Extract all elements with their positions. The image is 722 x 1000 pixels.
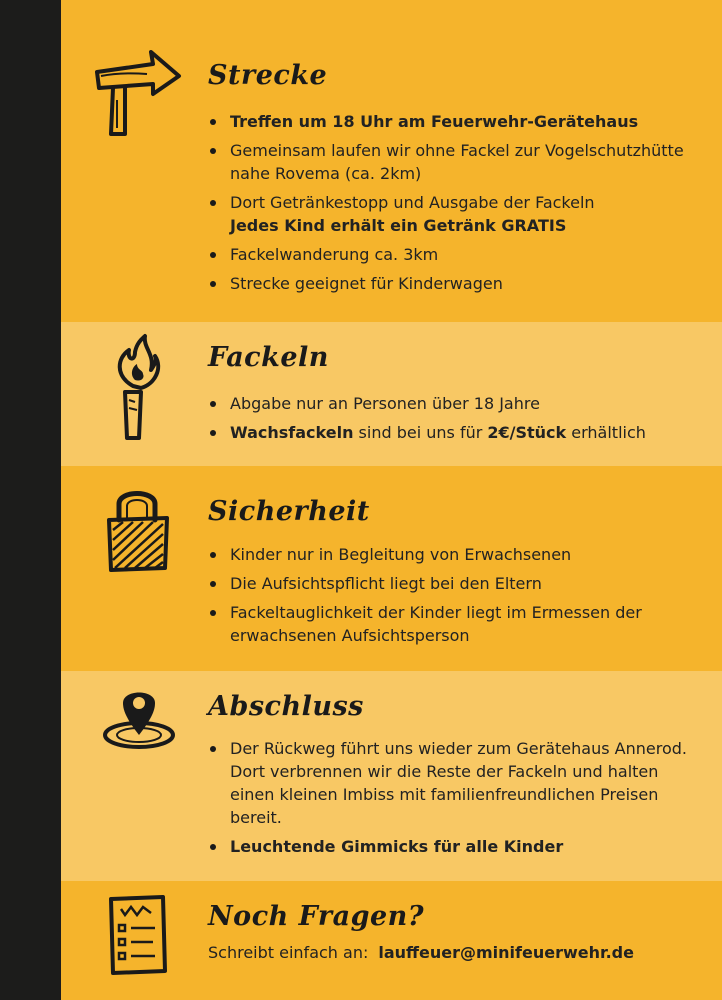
section-abschluss [61, 671, 722, 881]
checklist-icon [107, 895, 169, 975]
abschluss-list [208, 737, 698, 864]
heading-strecke: Strecke [208, 60, 328, 91]
heading-noch-fragen: Noch Fragen? [208, 901, 425, 932]
list-item: Treffen um 18 Uhr am Feuerwehr-Gerätehaus [208, 110, 698, 133]
signpost-icon [91, 50, 181, 138]
torch-icon [105, 336, 165, 444]
list-item: Der Rückweg führt uns wieder zum Gerätehaus Annerod. Dort verbrennen wir die Reste der Fackeln und halten einen kleinen Imbiss mit familienfreundlichen Preisen bereit. [208, 737, 698, 829]
list-item: Gemeinsam laufen wir ohne Fackel zur Vogelschutzhütte nahe Rovema (ca. 2km) [208, 139, 698, 185]
fackeln-list [208, 392, 698, 450]
section-fackeln [61, 322, 722, 466]
contact-line [208, 943, 634, 962]
list-item: Strecke geeignet für Kinderwagen [208, 272, 698, 295]
list-item: Dort Getränkestopp und Ausgabe der Fackeln Jedes Kind erhält ein Getränk GRATIS [208, 191, 698, 237]
list-item: Abgabe nur an Personen über 18 Jahre [208, 392, 698, 415]
list-item: Leuchtende Gimmicks für alle Kinder [208, 835, 698, 858]
padlock-icon [103, 484, 173, 574]
map-pin-icon [99, 685, 179, 751]
list-item: Wachsfackeln sind bei uns für 2€/Stück erhältlich [208, 421, 698, 444]
heading-fackeln: Fackeln [208, 342, 329, 373]
heading-abschluss: Abschluss [208, 691, 364, 722]
left-dark-stripe [0, 0, 61, 1000]
strecke-list [208, 110, 698, 301]
list-item: Die Aufsichtspflicht liegt bei den Eltern [208, 572, 698, 595]
section-strecke [61, 0, 722, 322]
list-item: Fackeltauglichkeit der Kinder liegt im Ermessen der erwachsenen Aufsichtsperson [208, 601, 698, 647]
list-item: Kinder nur in Begleitung von Erwachsenen [208, 543, 698, 566]
heading-sicherheit: Sicherheit [208, 496, 370, 527]
section-sicherheit [61, 466, 722, 671]
list-item: Fackelwanderung ca. 3km [208, 243, 698, 266]
sicherheit-list [208, 543, 698, 653]
section-noch-fragen [61, 881, 722, 1000]
contact-label: Schreibt einfach an: [208, 943, 369, 962]
email-link[interactable]: lauffeuer@minifeuerwehr.de [378, 943, 634, 962]
